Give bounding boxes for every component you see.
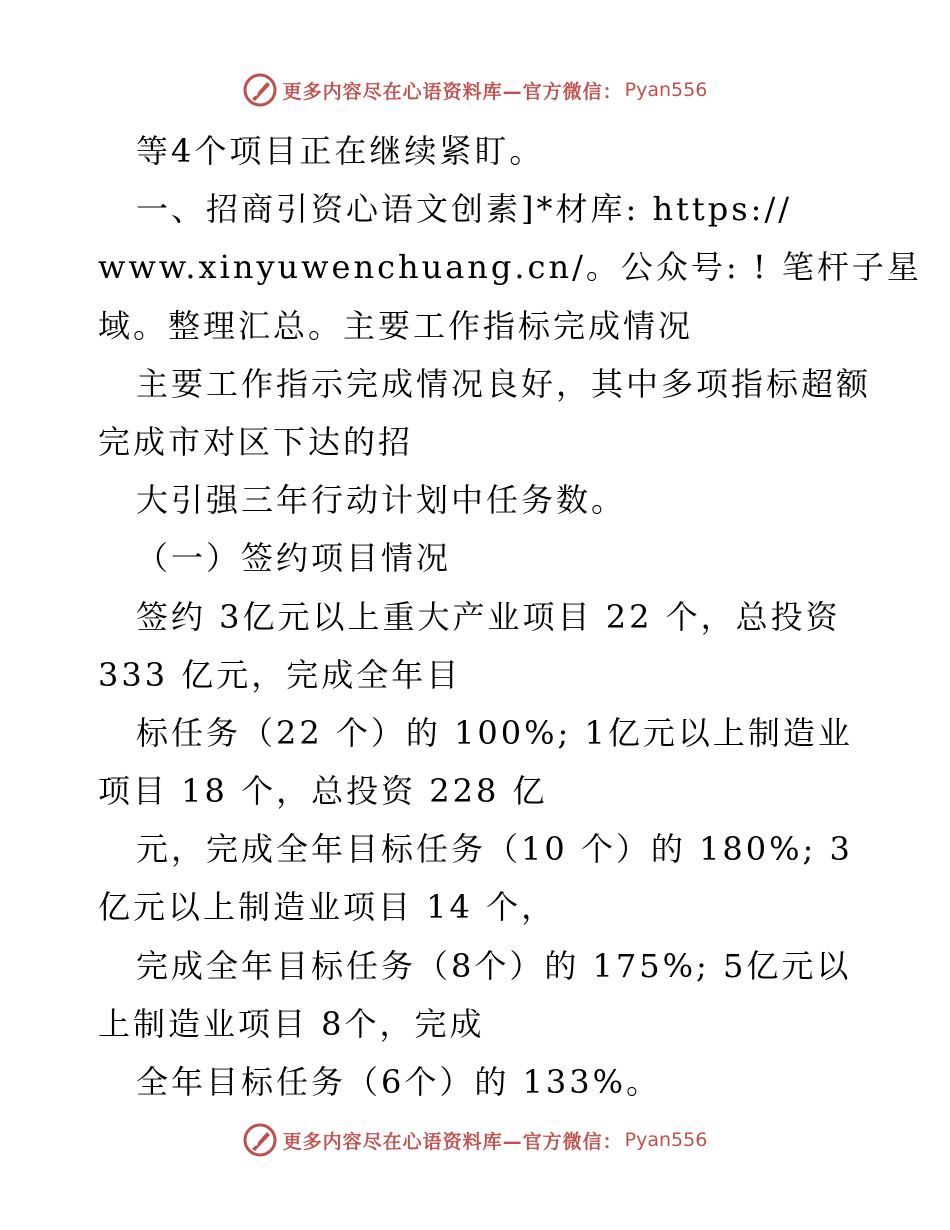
text-line: 大引强三年行动计划中任务数。: [136, 481, 627, 520]
text-line: 域。整理汇总。主要工作指标完成情况: [98, 306, 694, 345]
footer-banner-text: 更多内容尽在心语资料库—官方微信：: [282, 1130, 623, 1153]
text-line: 标任务（22 个）的 100%; 1亿元以上制造业: [136, 713, 853, 752]
text-line: 一、招商引资心语文创素]*材库: https://: [136, 190, 793, 229]
document-body: [98, 122, 922, 1111]
text-line: www.xinyuwenchuang.cn/。公众号: ! 笔杆子星: [98, 248, 922, 287]
text-line: 333 亿元，完成全年目: [98, 655, 462, 694]
text-line: 元，完成全年目标任务（10 个）的 180%; 3: [136, 830, 853, 869]
text-line: 等4个项目正在继续紧盯。: [136, 132, 545, 170]
text-line: 完成全年目标任务（8个）的 175%; 5亿元以: [136, 946, 852, 985]
header-watermark-banner: [0, 70, 950, 110]
text-line: 签约 3亿元以上重大产业项目 22 个，总投资: [136, 597, 841, 636]
section-heading: （一）签约项目情况: [136, 539, 452, 578]
footer-wechat-id: Pyan556: [624, 1129, 708, 1151]
text-line: 主要工作指示完成情况良好，其中多项指标超额: [136, 364, 872, 403]
text-line: 全年目标任务（6个）的 133%。: [136, 1063, 662, 1101]
text-line: 亿元以上制造业项目 14 个，: [98, 888, 557, 927]
text-line: 项目 18 个，总投资 228 亿: [98, 772, 548, 811]
header-wechat-id: Pyan556: [624, 79, 708, 101]
quill-logo-icon: [243, 1123, 277, 1157]
footer-watermark-banner: [0, 1120, 950, 1160]
text-line: 完成市对区下达的招: [98, 422, 414, 461]
header-banner-text: 更多内容尽在心语资料库—官方微信：: [282, 80, 623, 103]
quill-logo-icon: [243, 73, 277, 107]
text-line: 上制造业项目 8个，完成: [98, 1004, 485, 1043]
